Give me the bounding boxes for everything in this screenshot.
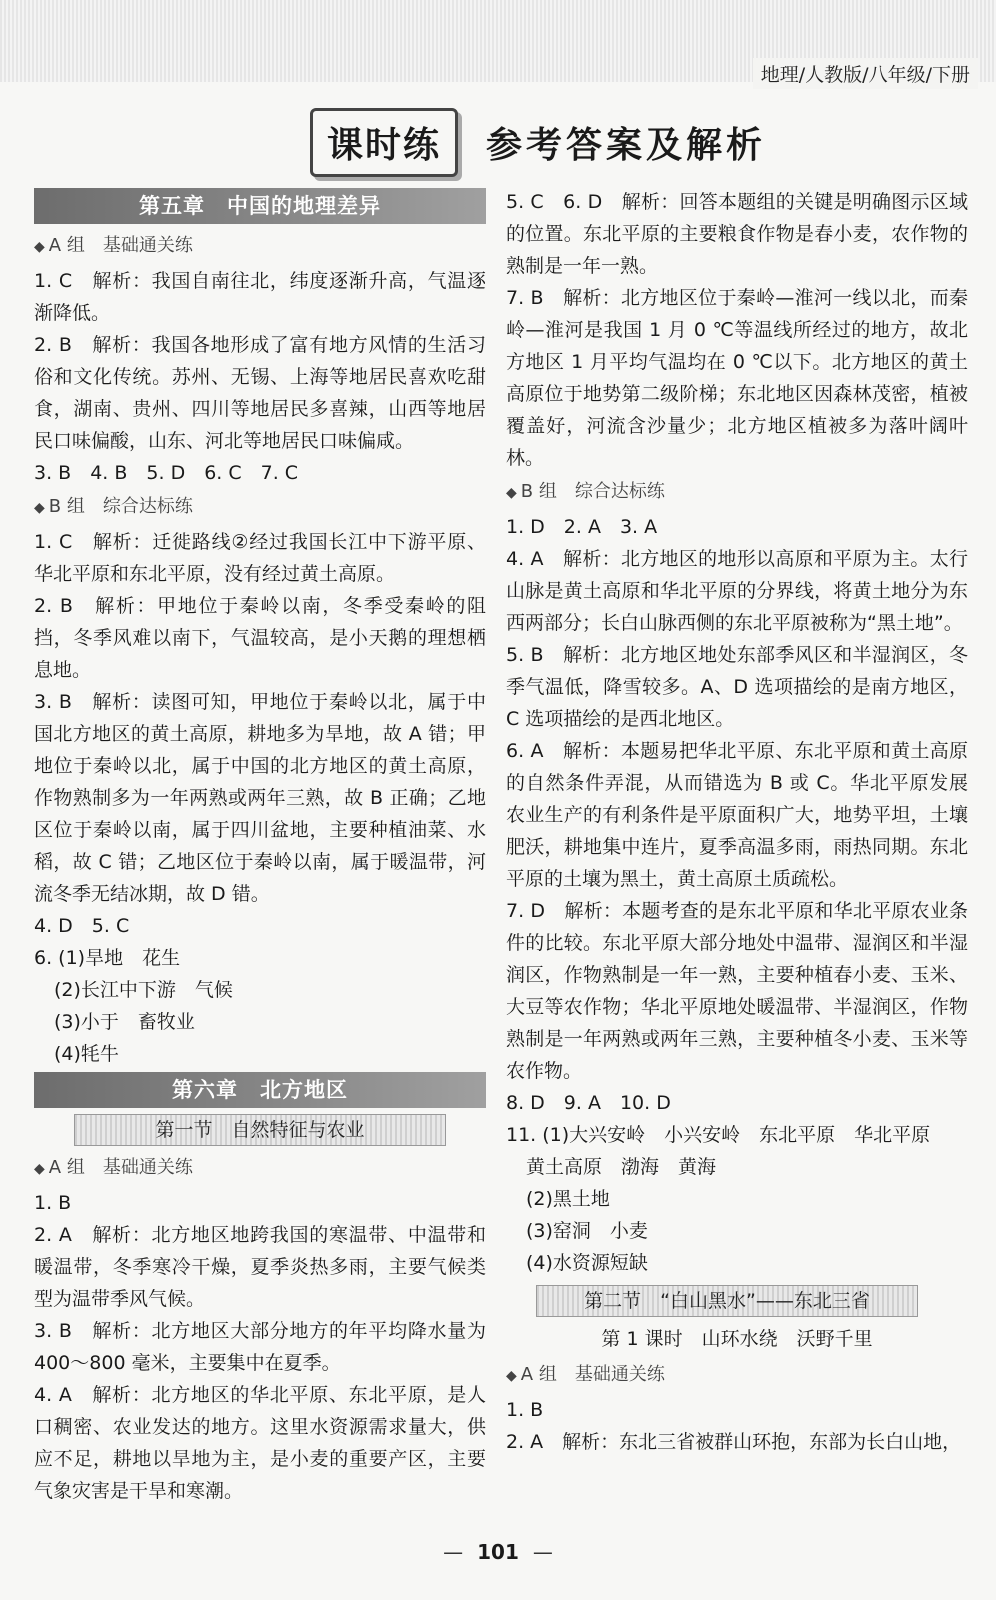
title-main: 参考答案及解析 — [486, 125, 767, 166]
answer-item: 2. B 解析：我国各地形成了富有地方风情的生活习俗和文化传统。苏州、无锡、上海等地居民喜欢吃甜食，湖南、贵州、四川等地居民多喜辣，山西等地居民口味偏酸，山东、河北等地居民口味偏咸。 — [34, 334, 486, 452]
diamond-icon: ◆ — [34, 239, 45, 255]
answer-item: 3. B 解析：读图可知，甲地位于秦岭以北，属于中国北方地区的黄土高原，耕地多为旱地，故 A 错；甲地位于秦岭以北，属于中国的北方地区的黄土高原，作物熟制多为一年两熟或两年三熟，故 B 正确；乙地区位于秦岭以南，属于四川盆地，主要种植油菜、水稻，故 C 错；乙地区位于秦岭以南，属于暖温带，河流冬季无结冰期，故 D 错。 — [34, 691, 486, 905]
answer-item: 5. C 6. D 解析：回答本题组的关键是明确图示区域的位置。东北平原的主要粮食作物是春小麦，农作物的熟制是一年一熟。 — [506, 191, 968, 277]
answer-item: 1. C 解析：我国自南往北，纬度逐渐升高，气温逐渐降低。 — [34, 270, 486, 324]
footer-dash-left: — — [443, 1540, 464, 1564]
answer-subitem: (3)小于 畜牧业 — [54, 1011, 195, 1033]
answer-item: 2. B 解析：甲地位于秦岭以南，冬季受秦岭的阻挡，冬季风难以南下，气温较高，是小天鹅的理想栖息地。 — [34, 595, 486, 681]
chapter-5-heading: 第五章 中国的地理差异 — [34, 188, 486, 224]
diamond-icon: ◆ — [506, 1368, 517, 1384]
answer-subitem: (4)牦牛 — [54, 1043, 119, 1065]
answer-subitem: (2)长江中下游 气候 — [54, 979, 233, 1001]
answer-item: 1. C 解析：迁徙路线②经过我国长江中下游平原、华北平原和东北平原，没有经过黄土高原。 — [34, 531, 486, 585]
group-a-label: ◆ A 组 基础通关练 — [34, 235, 193, 256]
section-1-heading: 第一节 自然特征与农业 — [74, 1114, 446, 1146]
group-a-label: ◆ A 组 基础通关练 — [34, 1157, 193, 1178]
answer-item: 7. D 解析：本题考查的是东北平原和华北平原农业条件的比较。东北平原大部分地处中温带、湿润区和半湿润区，作物熟制是一年一熟，主要种植春小麦、玉米、大豆等农作物；华北平原地处暖温带、半湿润区，作物熟制是一年两熟或两年三熟，主要种植冬小麦、玉米等农作物。 — [506, 900, 968, 1082]
answer-item: 2. A 解析：北方地区地跨我国的寒温带、中温带和暖温带，冬季寒冷干燥，夏季炎热多雨，主要气候类型为温带季风气候。 — [34, 1224, 486, 1310]
answer-item: 3. B 解析：北方地区大部分地方的年平均降水量为400～800 毫米，主要集中在夏季。 — [34, 1320, 486, 1374]
answer-subitem: (3)窑洞 小麦 — [526, 1220, 648, 1242]
answer-item: 1. B — [506, 1399, 544, 1421]
answer-subitem: (2)黑土地 — [526, 1188, 610, 1210]
chapter-6-heading: 第六章 北方地区 — [34, 1072, 486, 1108]
answer-item: 7. B 解析：北方地区位于秦岭—淮河一线以北，而秦岭—淮河是我国 1 月 0 ℃等温线所经过的地方，故北方地区 1 月平均气温均在 0 ℃以下。北方地区的黄土高原位于地势第二级阶梯；东北地区因森林茂密，植被覆盖好，河流含沙量少；北方地区植被多为落叶阔叶林。 — [506, 287, 968, 469]
answer-item: 5. B 解析：北方地区地处东部季风区和半湿润区，冬季气温低，降雪较多。A、D 选项描绘的是南方地区，C 选项描绘的是西北地区。 — [506, 644, 968, 730]
answer-item: 1. B — [34, 1192, 72, 1214]
group-b-label: ◆ B 组 综合达标练 — [34, 496, 193, 517]
group-a-label: ◆ A 组 基础通关练 — [506, 1364, 665, 1385]
answer-item: 6. A 解析：本题易把华北平原、东北平原和黄土高原的自然条件弄混，从而错选为 B 或 C。华北平原发展农业生产的有利条件是平原面积广大，地势平坦，土壤肥沃，耕地集中连片，夏季高温多雨，雨热同期。东北平原的土壤为黑土，黄土高原土质疏松。 — [506, 740, 968, 890]
header-label: 地理/人教版/八年级/下册 — [753, 58, 978, 89]
answer-item: 4. D 5. C — [34, 915, 130, 937]
answer-item: 6. (1)旱地 花生 — [34, 947, 181, 969]
answer-item: 3. B 4. B 5. D 6. C 7. C — [34, 462, 299, 484]
left-column — [34, 186, 486, 1507]
footer-dash-right: — — [532, 1540, 553, 1564]
answer-item: 4. A 解析：北方地区的华北平原、东北平原，是人口稠密、农业发达的地方。这里水资源需求量大，供应不足，耕地以旱地为主，是小麦的重要产区，主要气象灾害是干旱和寒潮。 — [34, 1384, 486, 1502]
right-column — [506, 186, 968, 1458]
answer-item: 4. A 解析：北方地区的地形以高原和平原为主。太行山脉是黄土高原和华北平原的分界线，将黄土地分为东西两部分；长白山脉西侧的东北平原被称为“黑土地”。 — [506, 548, 968, 634]
answer-item: 8. D 9. A 10. D — [506, 1092, 671, 1114]
title-box: 课时练 — [310, 108, 458, 177]
group-b-label: ◆ B 组 综合达标练 — [506, 481, 665, 502]
page-number-value: 101 — [477, 1540, 519, 1564]
diamond-icon: ◆ — [34, 500, 45, 516]
page-title — [310, 108, 766, 177]
lesson-heading: 第 1 课时 山环水绕 沃野千里 — [601, 1328, 873, 1350]
answer-item: 2. A 解析：东北三省被群山环抱，东部为长白山地， — [506, 1431, 962, 1453]
answer-item: 11. (1)大兴安岭 小兴安岭 东北平原 华北平原 — [506, 1124, 931, 1146]
answer-subitem: 黄土高原 渤海 黄海 — [526, 1156, 717, 1178]
diamond-icon: ◆ — [34, 1161, 45, 1177]
diamond-icon: ◆ — [506, 485, 517, 501]
answer-item: 1. D 2. A 3. A — [506, 516, 658, 538]
answer-subitem: (4)水资源短缺 — [526, 1252, 648, 1274]
section-2-heading: 第二节 “白山黑水”——东北三省 — [536, 1285, 918, 1317]
page-number — [0, 1540, 996, 1564]
